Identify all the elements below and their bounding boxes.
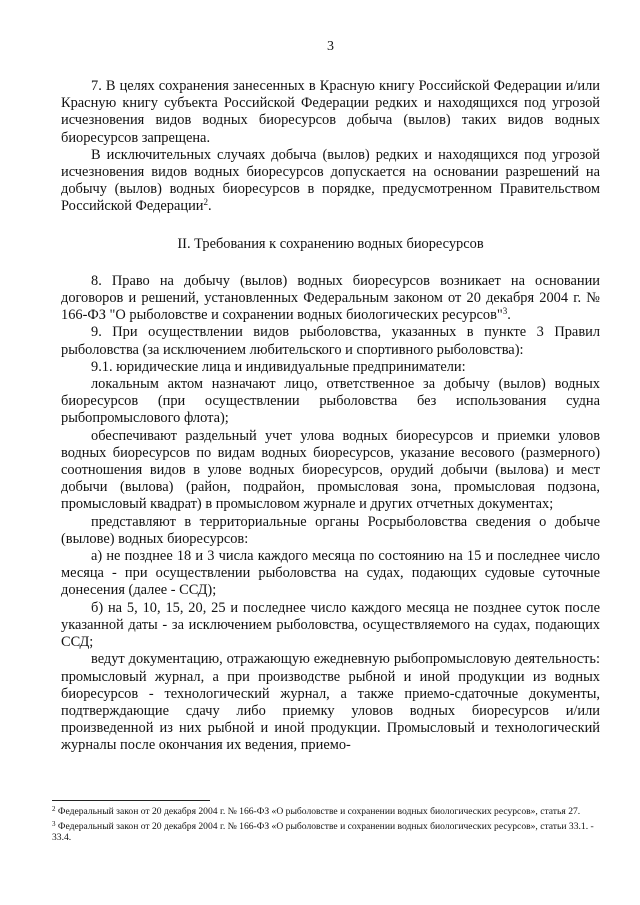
- paragraph-7a: 7. В целях сохранения занесенных в Красную книгу Российской Федерации и/или Красную книгу субъекта Российской Федерации редких и находящихся под угрозой исчезновения видов водных биоресурсов добыча (вылов) таких видов водных биоресурсов запрещена.: [61, 78, 600, 146]
- footnote-number: 2: [52, 805, 56, 813]
- footnote-text: Федеральный закон от 20 декабря 2004 г. № 166-ФЗ «О рыболовстве и сохранении водных биологических ресурсов», статьи 33.1. - 33.4.: [52, 820, 594, 843]
- footnote-text: Федеральный закон от 20 декабря 2004 г. № 166-ФЗ «О рыболовстве и сохранении водных биологических ресурсов», статья 27.: [57, 806, 581, 817]
- paragraph-local-act: локальным актом назначают лицо, ответственное за добычу (вылов) водных биоресурсов (при осуществлении рыболовства без использования судна рыбопромыслового флота);: [61, 376, 600, 427]
- paragraph-7b-end: .: [207, 198, 212, 215]
- paragraph-9-1: 9.1. юридические лица и индивидуальные предприниматели:: [91, 358, 466, 375]
- paragraph-item-b: б) на 5, 10, 15, 20, 25 и последнее число каждого месяца не позднее суток после указанной даты - за исключением рыболовства, осуществляемого на судах, подающих ССД;: [61, 599, 600, 651]
- page-number: 3: [327, 39, 334, 54]
- footnote-divider: [52, 800, 210, 801]
- paragraph-documentation: ведут документацию, отражающую ежедневную рыбопромысловую деятельность: промысловый журнал, а при производстве рыбной и иной продукции из водных биоресурсов - технологический журнал, а также приемо-сдаточные документы, подтверждающие сдачу либо приемку уловов водных биоресурсов и/или произведенной из них рыбной и иной продукции. Промысловый и технологический журналы после окончания их ведения, приемо-: [61, 651, 600, 754]
- footnote-ref-3[interactable]: 3: [502, 306, 508, 317]
- paragraph-9: 9. При осуществлении видов рыболовства, указанных в пункте 3 Правил рыболовства (за исключением любительского и спортивного рыболовства):: [61, 324, 600, 358]
- paragraph-7b-text: В исключительных случаях добыча (вылов) редких и находящихся под угрозой исчезновения видов водных биоресурсов допускается на основании разрешений на добычу (вылов) водных биоресурсов в порядке, предусмотренном Правительством Российской Федерации: [61, 146, 600, 215]
- paragraph-submit-info: представляют в территориальные органы Росрыболовства сведения о добыче (вылове) водных биоресурсов:: [61, 513, 600, 547]
- footnote-2: [52, 806, 600, 818]
- paragraph-item-a: а) не позднее 18 и 3 числа каждого месяца по состоянию на 15 и последнее число месяца - при осуществлении рыболовства на судах, подающих судовые суточные донесения (далее - ССД);: [61, 548, 600, 599]
- footnote-number: 3: [52, 819, 56, 828]
- paragraph-7b: [61, 147, 600, 216]
- footnote-ref-2[interactable]: 2: [203, 197, 208, 208]
- paragraph-8-end: .: [507, 307, 511, 324]
- footnote-3: [52, 821, 600, 844]
- section-heading: II. Требования к сохранению водных биоресурсов: [177, 235, 484, 252]
- paragraph-8: [61, 273, 600, 325]
- footnotes: [52, 800, 600, 847]
- paragraph-separate-accounting: обеспечивают раздельный учет улова водных биоресурсов и приемки уловов водных биоресурсов по видам водных биоресурсов, указание весового (размерного) соотношения видов в улове водных биоресурсов, орудий добычи (вылова) и мест добычи (вылова) (район, подрайон, промысловая зона, промысловая подзона, промысловый квадрат) в промысловом журнале и других отчетных документах;: [61, 427, 600, 513]
- paragraph-8-text: 8. Право на добычу (вылов) водных биоресурсов возникает на основании договоров и решений, установленных Федеральным законом от 20 декабря 2004 г. № 166-ФЗ "О рыболовстве и сохранении водных биологических ресурсов": [61, 272, 600, 324]
